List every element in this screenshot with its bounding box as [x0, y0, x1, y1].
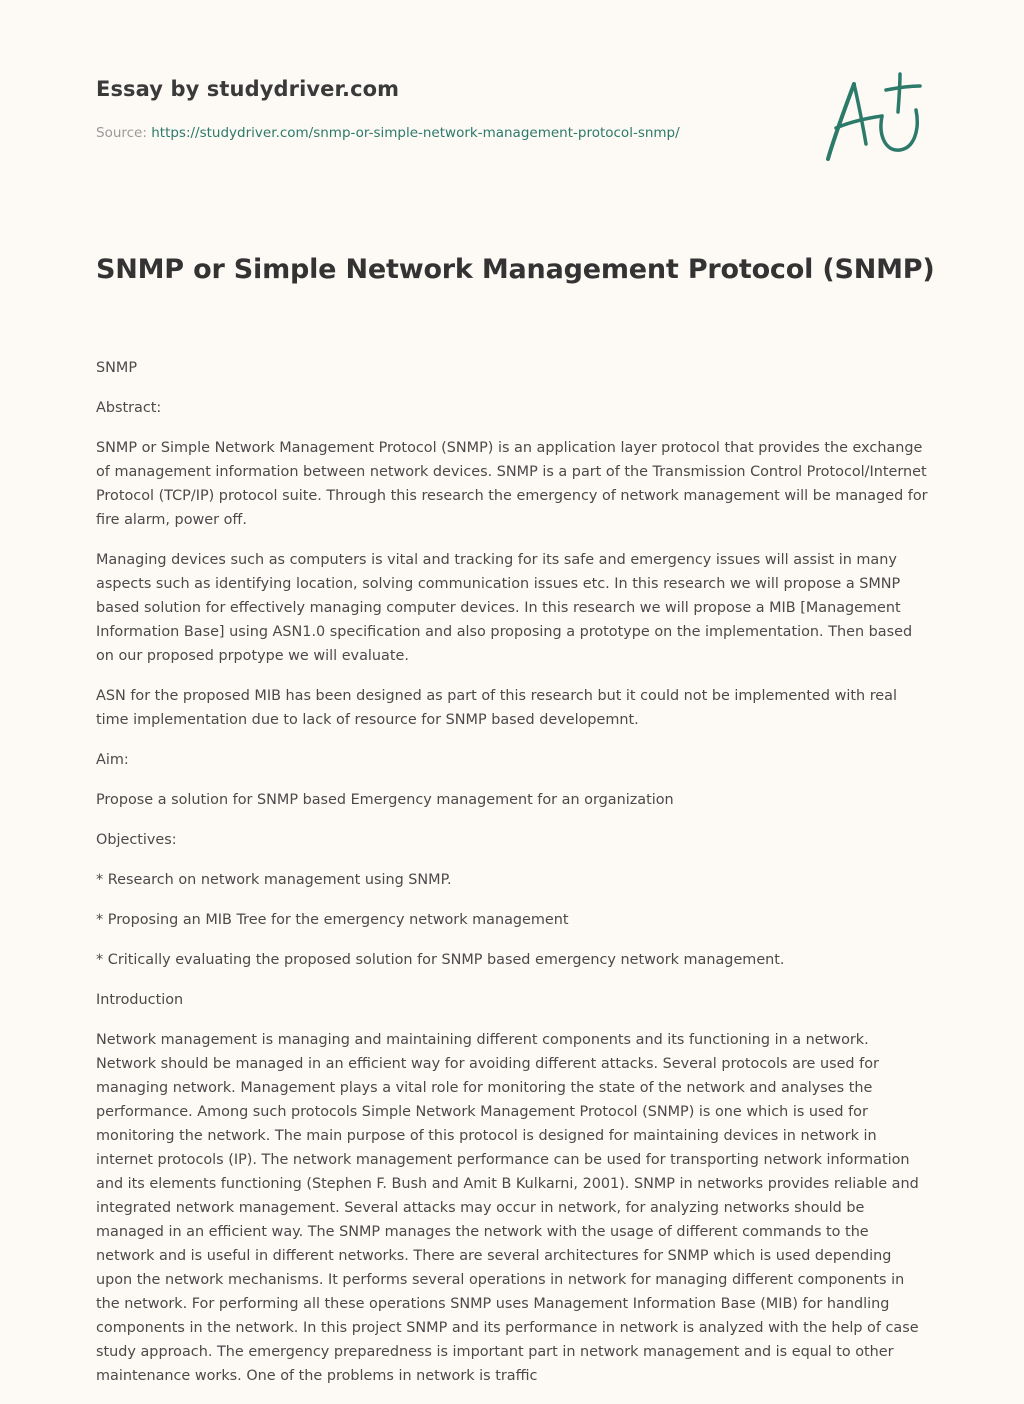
essay-paragraph: Propose a solution for SNMP based Emergency management for an organization: [96, 792, 674, 808]
essay-paragraph: * Proposing an MIB Tree for the emergency network management: [96, 912, 569, 928]
essay-paragraph: SNMP: [96, 360, 137, 376]
logo-text: A+: [820, 66, 822, 67]
source-link[interactable]: https://studydriver.com/snmp-or-simple-network-management-protocol-snmp/: [151, 125, 680, 141]
source-line: [96, 125, 680, 141]
essay-paragraph: Introduction: [96, 992, 184, 1008]
essay-paragraph: Network management is managing and maintaining different components and its functioning in a network. Network should be managed in an efficient way for avoiding different attacks. Several protocols are used for managing network. Management plays a vital role for monitoring the state of the network and analyses the performance. Among such protocols Simple Network Management Protocol (SNMP) is one which is used for monitoring the network. The main purpose of this protocol is designed for maintaining devices in network in internet protocols (IP). The network management performance can be used for transporting network information and its elements functioning (Stephen F. Bush and Amit B Kulkarni, 2001). SNMP in networks provides reliable and integrated network management. Several attacks may occur in network, for analyzing networks should be managed in an efficient way. The SNMP manages the network with the usage of different commands to the network and is useful in different networks. There are several architectures for SNMP which is used depending upon the network mechanisms. It performs several operations in network for managing different components in the network. For performing all these operations SNMP uses Management Information Base (MIB) for handling components in the network. In this project SNMP and its performance in network is analyzed with the help of case study approach. The emergency preparedness is important part in network management and is equal to other maintenance works. One of the problems in network is traffic: [96, 1032, 919, 1384]
essay-title: SNMP or Simple Network Management Protocol (SNMP): [96, 254, 935, 285]
essay-paragraph: * Research on network management using SNMP.: [96, 872, 452, 888]
essay-body: [96, 356, 928, 1404]
essay-paragraph: Managing devices such as computers is vital and tracking for its safe and emergency issues will assist in many aspects such as identifying location, solving communication issues etc. In this research we will propose a SMNP based solution for effectively managing computer devices. In this research we will propose a MIB [Management Information Base] using ASN1.0 specification and also proposing a prototype on the implementation. Then based on our proposed prpotype we will evaluate.: [96, 552, 913, 664]
source-label: Source:: [96, 125, 152, 141]
a-plus-logo: [820, 66, 930, 166]
essay-paragraph: SNMP or Simple Network Management Protocol (SNMP) is an application layer protocol that provides the exchange of management information between network devices. SNMP is a part of the Transmission Control Protocol/Internet Protocol (TCP/IP) protocol suite. Through this research the emergency of network management will be managed for fire alarm, power off.: [96, 440, 928, 528]
essay-paragraph: * Critically evaluating the proposed solution for SNMP based emergency network management.: [96, 952, 785, 968]
essay-paragraph: Abstract:: [96, 400, 162, 416]
essay-paragraph: ASN for the proposed MIB has been designed as part of this research but it could not be implemented with real time implementation due to lack of resource for SNMP based developemnt.: [96, 688, 897, 728]
site-brand: Essay by studydriver.com: [96, 77, 400, 101]
essay-paragraph: Aim:: [96, 752, 129, 768]
essay-paragraph: Objectives:: [96, 832, 177, 848]
